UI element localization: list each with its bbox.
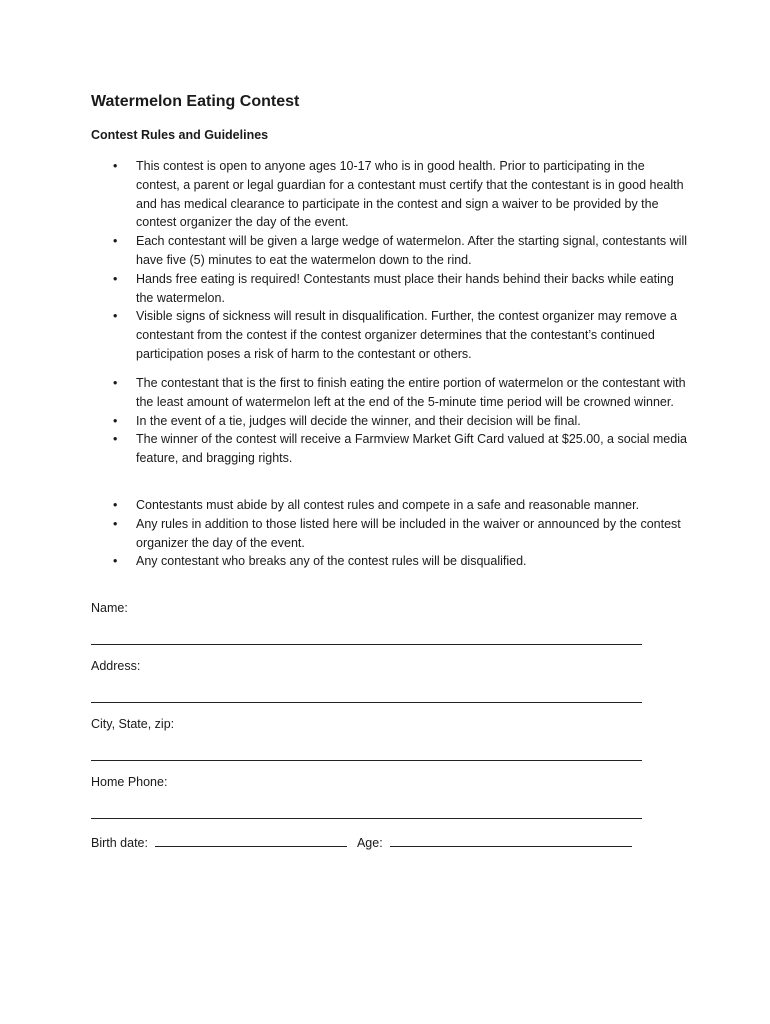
rule-item: • In the event of a tie, judges will decide the winner, and their decision will be final. — [91, 412, 691, 431]
section-subtitle: Contest Rules and Guidelines — [91, 128, 269, 142]
rule-item: • Any contestant who breaks any of the contest rules will be disqualified. — [91, 552, 691, 571]
city-state-zip-label: City, State, zip: — [91, 717, 175, 731]
name-label: Name: — [91, 601, 128, 615]
rule-item: • Contestants must abide by all contest rules and compete in a safe and reasonable manner. — [91, 496, 691, 515]
address-label: Address: — [91, 659, 141, 673]
birth-date-label: Birth date: — [91, 836, 148, 850]
age-field[interactable] — [390, 834, 632, 847]
birth-age-row — [91, 834, 632, 850]
age-label: Age: — [356, 836, 383, 850]
home-phone-label: Home Phone: — [91, 775, 168, 789]
rules-list-group-1 — [91, 157, 691, 364]
rules-list-group-2 — [91, 374, 691, 468]
city-state-zip-field[interactable] — [91, 760, 642, 761]
rule-item: • This contest is open to anyone ages 10-17 who is in good health. Prior to participating in the contest, a parent or legal guardian for a contestant must certify that the contestant is in good health and has medical clearance to participate in the contest and sign a waiver to be provided by the contest organizer the day of the event. — [91, 157, 691, 232]
rule-item: • Any rules in addition to those listed here will be included in the waiver or announced by the contest organizer the day of the event. — [91, 515, 691, 553]
name-field[interactable] — [91, 644, 642, 645]
birth-date-field[interactable] — [155, 834, 347, 847]
address-field[interactable] — [91, 702, 642, 703]
document-title: Watermelon Eating Contest — [91, 93, 300, 110]
rule-item: • Hands free eating is required! Contestants must place their hands behind their backs while eating the watermelon. — [91, 270, 691, 308]
rules-list-group-3 — [91, 496, 691, 571]
rule-item: • Each contestant will be given a large wedge of watermelon. After the starting signal, contestants will have five (5) minutes to eat the watermelon down to the rind. — [91, 232, 691, 270]
rule-item: • The winner of the contest will receive a Farmview Market Gift Card valued at $25.00, a social media feature, and bragging rights. — [91, 430, 691, 468]
home-phone-field[interactable] — [91, 818, 642, 819]
rule-item: • Visible signs of sickness will result in disqualification. Further, the contest organizer may remove a contestant from the contest if the contest organizer determines that the contestant’s continued participation poses a risk of harm to the contestant or others. — [91, 307, 691, 363]
rule-item: • The contestant that is the first to finish eating the entire portion of watermelon or the contestant with the least amount of watermelon left at the end of the 5-minute time period will be crowned winner. — [91, 374, 691, 412]
